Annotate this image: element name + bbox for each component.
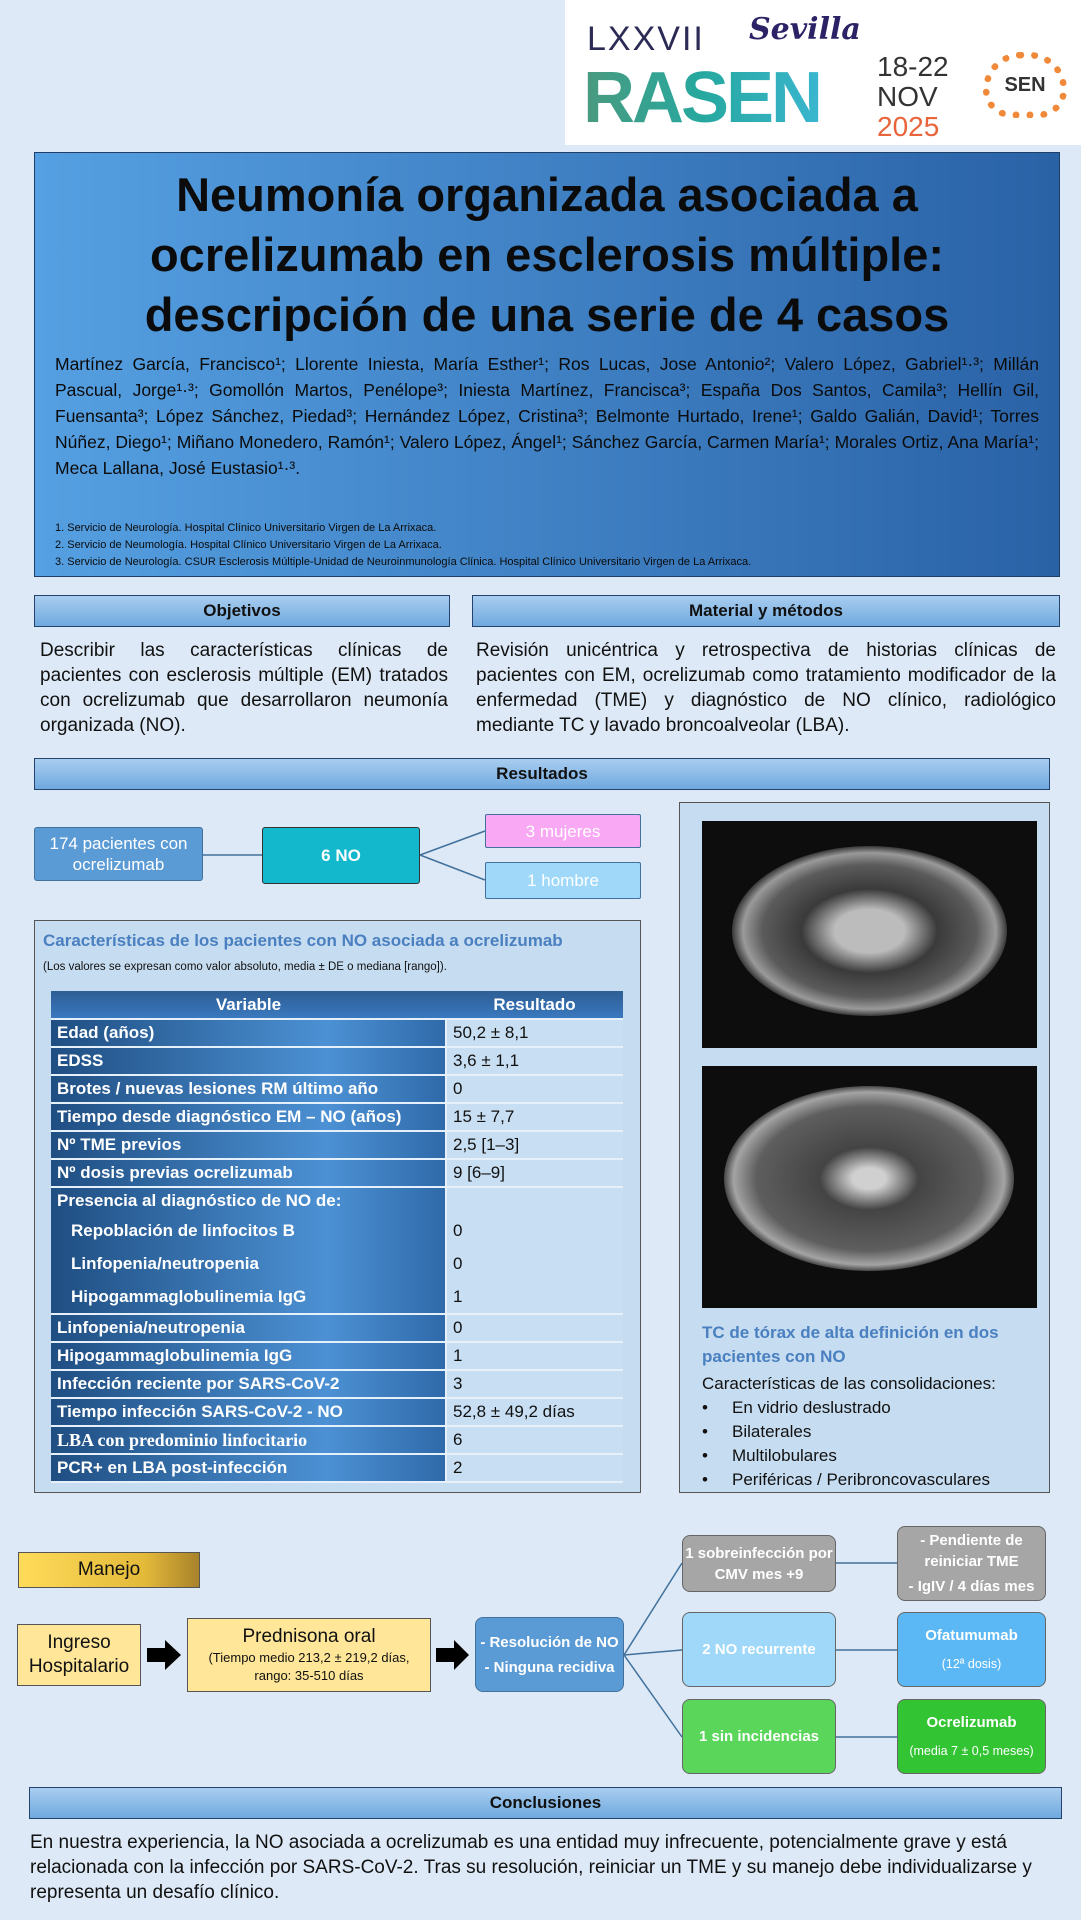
logo-dates: 18-22 (877, 51, 949, 82)
bullet-icon: • (702, 1446, 708, 1465)
ct-subcaption: Características de las consolidaciones: (702, 1374, 996, 1393)
title-line: descripción de una serie de 4 casos (144, 288, 950, 341)
result-cell: 50,2 ± 8,1 (446, 1019, 623, 1047)
presence-value: 0 (453, 1254, 463, 1273)
ct-caption: TC de tórax de alta definición en dos pacientes con NO (702, 1323, 999, 1366)
logo-month: NOV (877, 81, 938, 112)
presence-label: Presencia al diagnóstico de NO de: (57, 1191, 342, 1210)
result-cell: 52,8 ± 49,2 días (446, 1398, 623, 1426)
result-cell: 15 ± 7,7 (446, 1103, 623, 1131)
men-box: 1 hombre (485, 862, 641, 899)
table-row (51, 1454, 623, 1482)
sen-logo-text: SEN (1004, 73, 1046, 96)
variable-cell: Nº dosis previas ocrelizumab (51, 1159, 446, 1187)
logo-edition: LXXVII (587, 20, 705, 58)
presence-value: 1 (453, 1287, 463, 1306)
resolution-box (475, 1617, 624, 1692)
metodos-header: Material y métodos (472, 595, 1060, 627)
prednisona-detail: (Tiempo medio 213,2 ± 219,2 días, rango: 35-510 días (208, 1650, 410, 1683)
variable-cell: PCR+ en LBA post-infección (51, 1454, 446, 1482)
treatment-line: - IgIV / 4 días mes (908, 1578, 1035, 1595)
variable-cell: Hipogammaglobulinemia IgG (51, 1342, 446, 1370)
objetivos-header: Objetivos (34, 595, 450, 627)
treatment-name: Ocrelizumab (926, 1713, 1017, 1731)
prednisona-title: Prednisona oral (242, 1626, 376, 1647)
objetivos-text: Describir las características clínicas de pacientes con esclerosis múltiple (EM) tratados con ocrelizumab que desarrollaron neumonía organizada (NO). (40, 640, 448, 736)
table-row (51, 1314, 623, 1342)
presence-item: Repoblación de linfocitos B (71, 1221, 295, 1240)
conclusiones-header: Conclusiones (29, 1787, 1062, 1819)
variable-cell: Edad (años) (51, 1019, 446, 1047)
bullet-item (702, 1420, 990, 1444)
variable-cell: Tiempo desde diagnóstico EM – NO (años) (51, 1103, 446, 1131)
table-row (51, 1426, 623, 1454)
resolution-line: - Ninguna recidiva (484, 1658, 615, 1676)
bullet-text: Multilobulares (732, 1446, 837, 1465)
logo-name: RASEN (583, 58, 821, 138)
treatment-detail: (12ª dosis) (941, 1656, 1002, 1671)
ingreso-box: Ingreso Hospitalario (17, 1624, 141, 1686)
table-row (51, 1047, 623, 1075)
women-box: 3 mujeres (485, 814, 641, 848)
result-cell: 9 [6–9] (446, 1159, 623, 1187)
treatment-ofatumumab (897, 1612, 1046, 1687)
arrow-icon (147, 1640, 181, 1670)
result-cell: 3,6 ± 1,1 (446, 1047, 623, 1075)
result-cell: 2,5 [1–3] (446, 1131, 623, 1159)
connector-line (624, 1655, 682, 1737)
variable-cell: Linfopenia/neutropenia (51, 1314, 446, 1342)
bullet-item (702, 1396, 990, 1420)
conference-logo (565, 0, 1081, 145)
conclusiones-text: En nuestra experiencia, la NO asociada a ocrelizumab es una entidad muy infrecuente, potencialmente grave y está relacionada con la infección por SARS-CoV-2. Tras su resolución, reiniciar un TME y su manejo debe individualizarse y representa un desafío clínico. (30, 1832, 1032, 1903)
connector-line (420, 831, 485, 855)
patients-box: 174 pacientes con ocrelizumab (34, 827, 203, 881)
sen-logo (983, 52, 1067, 118)
treatment-name: Ofatumumab (925, 1626, 1018, 1644)
connector-line (420, 855, 485, 880)
bullet-icon: • (702, 1470, 708, 1489)
variable-cell: Tiempo infección SARS-CoV-2 - NO (51, 1398, 446, 1426)
arrow-icon (436, 1640, 469, 1670)
bullet-text: En vidrio deslustrado (732, 1398, 891, 1417)
treatment-detail: (media 7 ± 0,5 meses) (909, 1743, 1034, 1758)
characteristics-table (51, 991, 623, 1483)
prednisona-box (187, 1618, 431, 1692)
ct-bullets (702, 1396, 990, 1492)
bullet-text: Periféricas / Peribroncovasculares (732, 1470, 990, 1489)
bullet-item (702, 1468, 990, 1492)
bullet-text: Bilaterales (732, 1422, 812, 1441)
metodos-text: Revisión unicéntrica y retrospectiva de historias clínicas de pacientes con EM, ocrelizumab como tratamiento modificador de la enfermedad (TME) y diagnóstico de NO clínico, radiológico mediante TC y lavado broncoalveolar (LBA). (476, 640, 1056, 736)
variable-cell: LBA con predominio linfocitario (51, 1426, 446, 1454)
column-header-variable: Variable (51, 991, 446, 1019)
variable-cell: Infección reciente por SARS-CoV-2 (51, 1370, 446, 1398)
table-row (51, 1159, 623, 1187)
treatment-cmv (897, 1526, 1046, 1601)
table-note: (Los valores se expresan como valor absoluto, media ± DE o mediana [rango]). (43, 961, 447, 973)
treatment-ocrelizumab (897, 1699, 1046, 1774)
title-line: ocrelizumab en esclerosis múltiple: (149, 228, 945, 281)
result-cell: 1 (446, 1342, 623, 1370)
poster-title (35, 165, 1059, 345)
column-header-resultado: Resultado (446, 991, 623, 1019)
table-row-presence (51, 1187, 623, 1314)
variable-cell (51, 1187, 446, 1314)
outcome-recurrent: 2 NO recurrente (682, 1612, 836, 1687)
presence-item: Hipogammaglobulinemia IgG (71, 1287, 307, 1306)
title-line: Neumonía organizada asociada a (176, 168, 918, 221)
variable-cell: Nº TME previos (51, 1131, 446, 1159)
table-row (51, 1103, 623, 1131)
result-cell: 2 (446, 1454, 623, 1482)
table-row (51, 1398, 623, 1426)
outcome-cmv: 1 sobreinfección por CMV mes +9 (682, 1535, 836, 1592)
affiliations (55, 520, 751, 571)
ct-images-panel (679, 802, 1050, 1493)
table-row (51, 1131, 623, 1159)
manejo-label: Manejo (18, 1552, 200, 1588)
logo-city: Sevilla (749, 12, 861, 47)
logo-year: 2025 (877, 111, 940, 142)
title-box (34, 152, 1060, 577)
affiliation: 3. Servicio de Neurología. CSUR Esclerosis Múltiple-Unidad de Neuroinmunología Clínica. Hospital Clínico Universitario Virgen de La Arrixaca. (55, 556, 752, 568)
bullet-icon: • (702, 1422, 708, 1441)
table-row (51, 1019, 623, 1047)
result-cell (446, 1187, 623, 1314)
table-title: Características de los pacientes con NO asociada a ocrelizumab (43, 931, 563, 950)
presence-item: Linfopenia/neutropenia (71, 1254, 259, 1273)
table-row (51, 1342, 623, 1370)
ct-image-1 (702, 821, 1037, 1048)
result-cell: 0 (446, 1075, 623, 1103)
ct-scan-shape (732, 846, 1007, 1016)
variable-cell: Brotes / nuevas lesiones RM último año (51, 1075, 446, 1103)
presence-value: 0 (453, 1221, 463, 1240)
result-cell: 6 (446, 1426, 623, 1454)
table-row (51, 1370, 623, 1398)
connector-line (624, 1563, 682, 1655)
ct-scan-shape (724, 1086, 1014, 1271)
result-cell: 0 (446, 1314, 623, 1342)
connector-line (624, 1650, 682, 1655)
characteristics-panel (34, 920, 641, 1493)
resultados-header: Resultados (34, 758, 1050, 790)
affiliation: 1. Servicio de Neurología. Hospital Clínico Universitario Virgen de La Arrixaca. (55, 522, 437, 534)
affiliation: 2. Servicio de Neumología. Hospital Clínico Universitario Virgen de La Arrixaca. (55, 539, 442, 551)
bullet-icon: • (702, 1398, 708, 1417)
table-row (51, 1075, 623, 1103)
no-box: 6 NO (262, 827, 420, 884)
ct-image-2 (702, 1066, 1037, 1308)
bullet-item (702, 1444, 990, 1468)
resolution-line: - Resolución de NO (480, 1633, 619, 1651)
variable-cell: EDSS (51, 1047, 446, 1075)
outcome-no-incidents: 1 sin incidencias (682, 1699, 836, 1774)
authors: Martínez García, Francisco¹; Llorente Iniesta, María Esther¹; Ros Lucas, Jose Antonio²; Valero López, Gabriel¹·³; Millán Pascual, Jorge¹·³; Gomollón Martos, Penélope³; Iniesta Martínez, Francisca³; España Dos Santos, Camila³; Hellín Gil, Fuensanta³; López Sánchez, Piedad³; Hernández López, Cristina³; Belmonte Hurtado, Irene¹; Galdo Galián, David¹; Torres Núñez, Diego¹; Miñano Monedero, Ramón¹; Valero López, Ángel¹; Sánchez García, Carmen María¹; Morales Ortiz, Ana María¹; Meca Lallana, José Eustasio¹·³. (55, 354, 1039, 478)
treatment-line: - Pendiente de reiniciar TME (920, 1532, 1023, 1570)
result-cell: 3 (446, 1370, 623, 1398)
